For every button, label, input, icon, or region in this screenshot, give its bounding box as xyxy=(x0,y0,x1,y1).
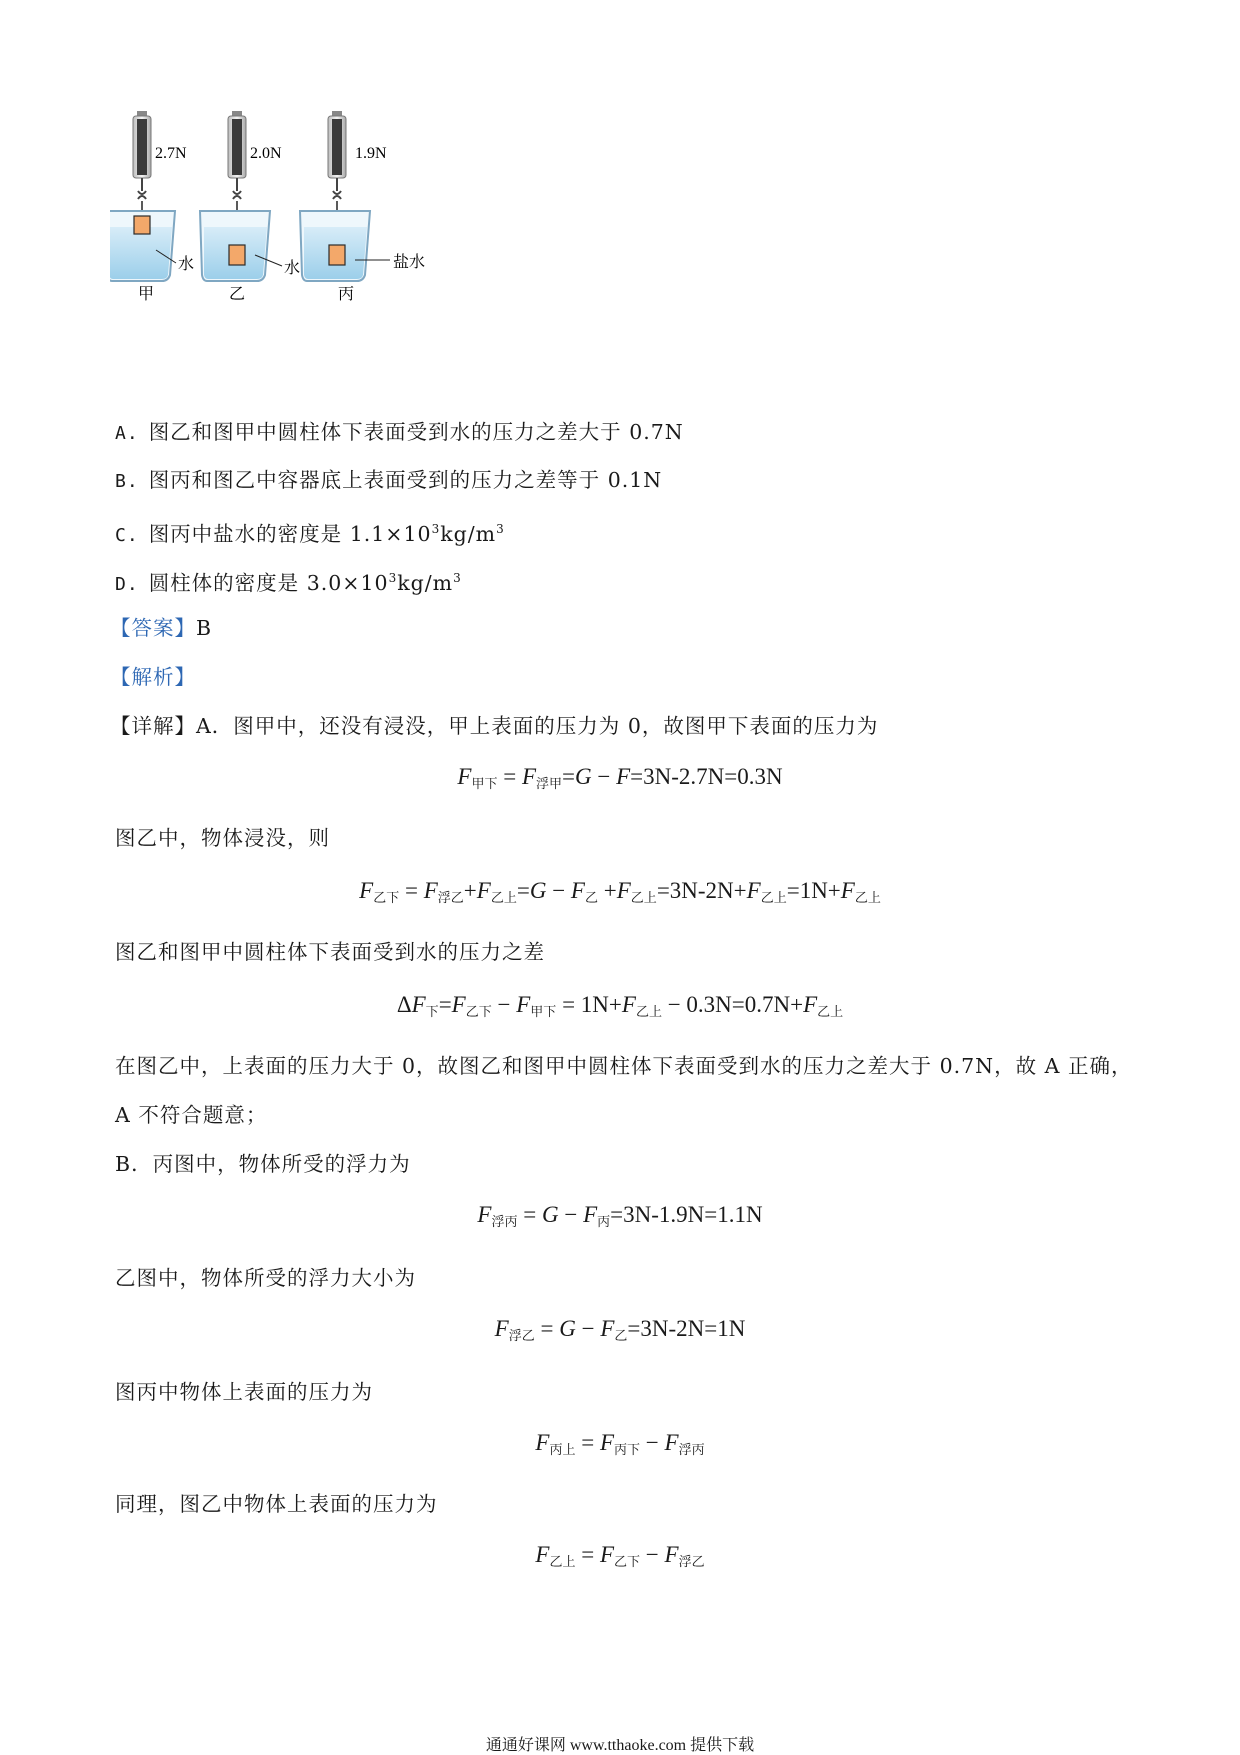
liquid-label-jia: 水 xyxy=(178,256,195,273)
reading-bing: 1.9N xyxy=(355,145,387,162)
option-d: D. 圆柱体的密度是 $3.0\times 10^3kg/m^3$ xyxy=(115,571,462,595)
paragraph-bing-top: 图丙中物体上表面的压力为 xyxy=(115,1380,373,1404)
paragraph-yi-top: 同理，图乙中物体上表面的压力为 xyxy=(115,1492,438,1516)
equation-3: $\Delta F_下=F_{乙下} - F_{甲下} = 1N+F_{乙上} - 0.3N=0.7N+F_{乙上}$ xyxy=(396,992,844,1020)
liquid-label-bing: 盐水 xyxy=(393,254,426,271)
answer-line xyxy=(110,614,212,642)
detail-intro: 【详解】A．图甲中，还没有浸没，甲上表面的压力为 0，故图甲下表面的压力为 xyxy=(110,714,879,738)
equation-5: $F_{浮乙} = G - F_乙=3N-2N=1N$ xyxy=(494,1316,746,1344)
analysis-label: 【解析】 xyxy=(110,665,196,689)
option-b: B. 图丙和图乙中容器底上表面受到的压力之差等于 0.1N xyxy=(115,468,663,492)
equation-6: $F_{丙上} = F_{丙下} - F_{浮丙}$ xyxy=(535,1430,705,1458)
liquid-label-yi: 水 xyxy=(284,260,301,277)
paragraph-diff: 图乙和图甲中圆柱体下表面受到水的压力之差 xyxy=(115,940,545,964)
page-footer: 通通好课网 www.tthaoke.com 提供下载 xyxy=(485,1737,755,1754)
equation-1: $F_{甲下} = F_{浮甲}=G - F=3N-2.7N=0.3N$ xyxy=(457,764,783,792)
answer-value: B xyxy=(196,616,213,640)
answer-label: 【答案】 xyxy=(110,616,196,640)
paragraph-yi-immersed: 图乙中，物体浸没，则 xyxy=(115,826,330,850)
paragraph-conclusion-2: A 不符合题意； xyxy=(115,1103,268,1127)
beaker-label-jia: 甲 xyxy=(138,286,155,303)
detail-label: 【详解】 xyxy=(110,714,196,738)
paragraph-conclusion-1: 在图乙中，上表面的压力大于 0，故图乙和图甲中圆柱体下表面受到水的压力之差大于 0.7N，故 A 正确， xyxy=(115,1054,1133,1078)
paragraph-yi-buoy: 乙图中，物体所受的浮力大小为 xyxy=(115,1266,416,1290)
option-a: A. 图乙和图甲中圆柱体下表面受到水的压力之差大于 0.7N xyxy=(115,420,684,444)
equation-4: $F_{浮丙} = G - F_丙=3N-1.9N=1.1N$ xyxy=(477,1202,763,1230)
setup-bing xyxy=(300,111,390,281)
equation-2: $F_{乙下} = F_{浮乙}+F_{乙上}=G - F_乙 +F_{乙上}=3N-2N+F_{乙上}=1N+F_{乙上}$ xyxy=(359,878,881,906)
reading-yi: 2.0N xyxy=(250,145,282,162)
reading-jia: 2.7N xyxy=(155,145,187,162)
setup-yi xyxy=(200,111,282,281)
option-c: C. 图丙中盐水的密度是 $1.1\times 10^3kg/m^3$ xyxy=(115,522,505,546)
setup-jia xyxy=(110,111,176,281)
equation-7: $F_{乙上} = F_{乙下} - F_{浮乙}$ xyxy=(535,1542,705,1570)
spring-scale-figure xyxy=(110,105,490,345)
beaker-label-yi: 乙 xyxy=(229,286,246,303)
beaker-label-bing: 丙 xyxy=(338,286,355,303)
paragraph-b-intro: B．丙图中，物体所受的浮力为 xyxy=(115,1152,411,1176)
